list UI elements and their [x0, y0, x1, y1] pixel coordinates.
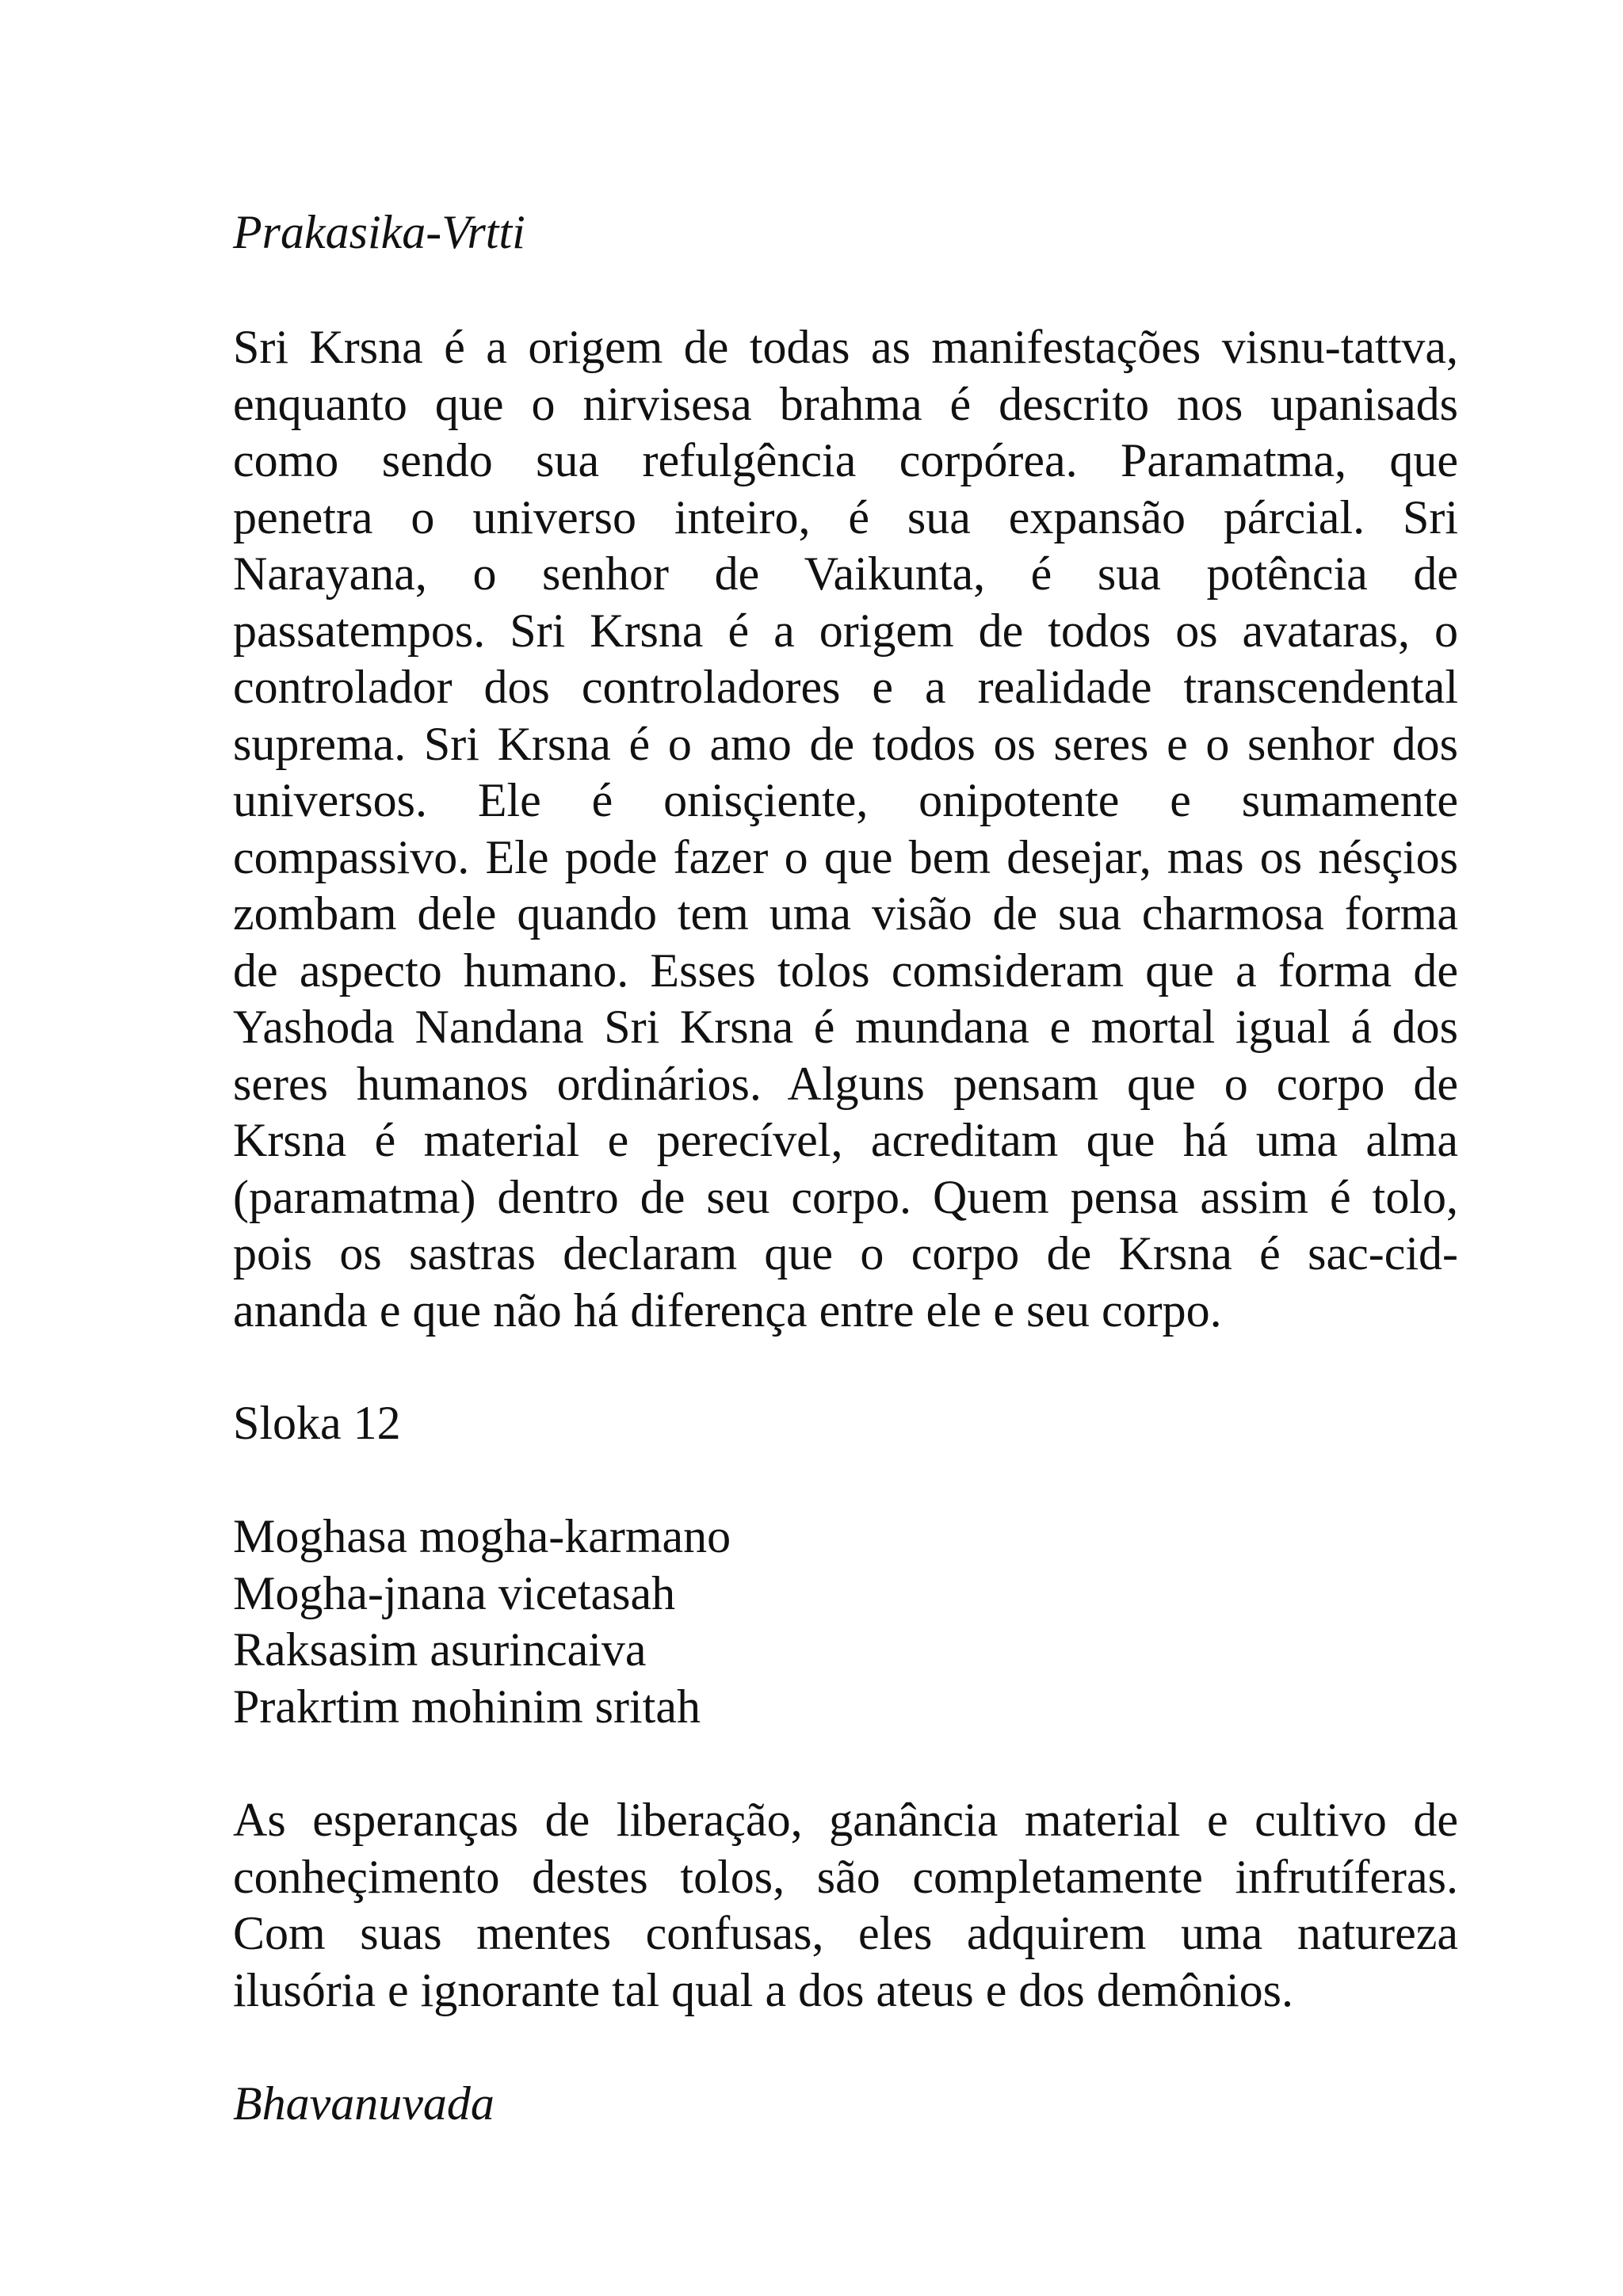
- commentary-line: passatempos. Sri Krsna é a origem de todos os avataras, o: [233, 604, 1458, 657]
- verse-line: Prakrtim mohinim sritah: [233, 1680, 701, 1733]
- commentary-line: (paramatma) dentro de seu corpo. Quem pensa assim é tolo,: [233, 1170, 1458, 1223]
- commentary-line: enquanto que o nirvisesa brahma é descrito nos upanisads: [233, 377, 1458, 430]
- commentary-line: penetra o universo inteiro, é sua expansão párcial. Sri: [233, 490, 1458, 543]
- commentary-line: controlador dos controladores e a realidade transcendental: [233, 661, 1458, 713]
- commentary-heading: Prakasika-Vrtti: [233, 206, 525, 258]
- sanskrit-verse: [233, 1508, 1458, 1735]
- commentary-line: Yashoda Nandana Sri Krsna é mundana e mortal igual á dos: [233, 1001, 1458, 1053]
- commentary-line: seres humanos ordinários. Alguns pensam que o corpo de: [233, 1057, 1458, 1110]
- commentary-line: Krsna é material e perecível, acreditam que há uma alma: [233, 1114, 1458, 1166]
- verse-line: Mogha-jnana vicetasah: [233, 1566, 676, 1619]
- commentary-paragraph: [233, 319, 1458, 1339]
- translation-line: As esperanças de liberação, ganância material e cultivo de: [233, 1794, 1458, 1846]
- verse-line: Moghasa mogha-karmano: [233, 1510, 731, 1562]
- translation-line: conheçimento destes tolos, são completamente infrutíferas.: [233, 1850, 1458, 1903]
- commentary-line: suprema. Sri Krsna é o amo de todos os seres e o senhor dos: [233, 717, 1458, 770]
- translation-line: Com suas mentes confusas, eles adquirem uma natureza: [233, 1907, 1458, 1959]
- commentary-line: compassivo. Ele pode fazer o que bem desejar, mas os nésçios: [233, 830, 1458, 883]
- sloka-title: Sloka 12: [233, 1397, 401, 1449]
- translation-paragraph: [233, 1792, 1458, 2019]
- commentary-line: pois os sastras declaram que o corpo de Krsna é sac-cid-: [233, 1227, 1458, 1280]
- commentary-line: universos. Ele é onisçiente, onipotente e sumamente: [233, 774, 1458, 826]
- commentary-line: Sri Krsna é a origem de todas as manifestações visnu-tattva,: [233, 321, 1458, 373]
- commentary-line: de aspecto humano. Esses tolos comsideram que a forma de: [233, 944, 1458, 997]
- translation-line: ilusória e ignorante tal qual a dos ateus e dos demônios.: [233, 1963, 1294, 2016]
- commentary-line: ananda e que não há diferença entre ele e seu corpo.: [233, 1283, 1222, 1337]
- commentary-line: zombam dele quando tem uma visão de sua charmosa forma: [233, 887, 1458, 940]
- verse-line: Raksasim asurincaiva: [233, 1623, 647, 1676]
- commentary-line: como sendo sua refulgência corpórea. Paramatma, que: [233, 434, 1458, 486]
- bhavanuvada-heading: Bhavanuvada: [233, 2077, 495, 2130]
- commentary-line: Narayana, o senhor de Vaikunta, é sua potência de: [233, 547, 1458, 600]
